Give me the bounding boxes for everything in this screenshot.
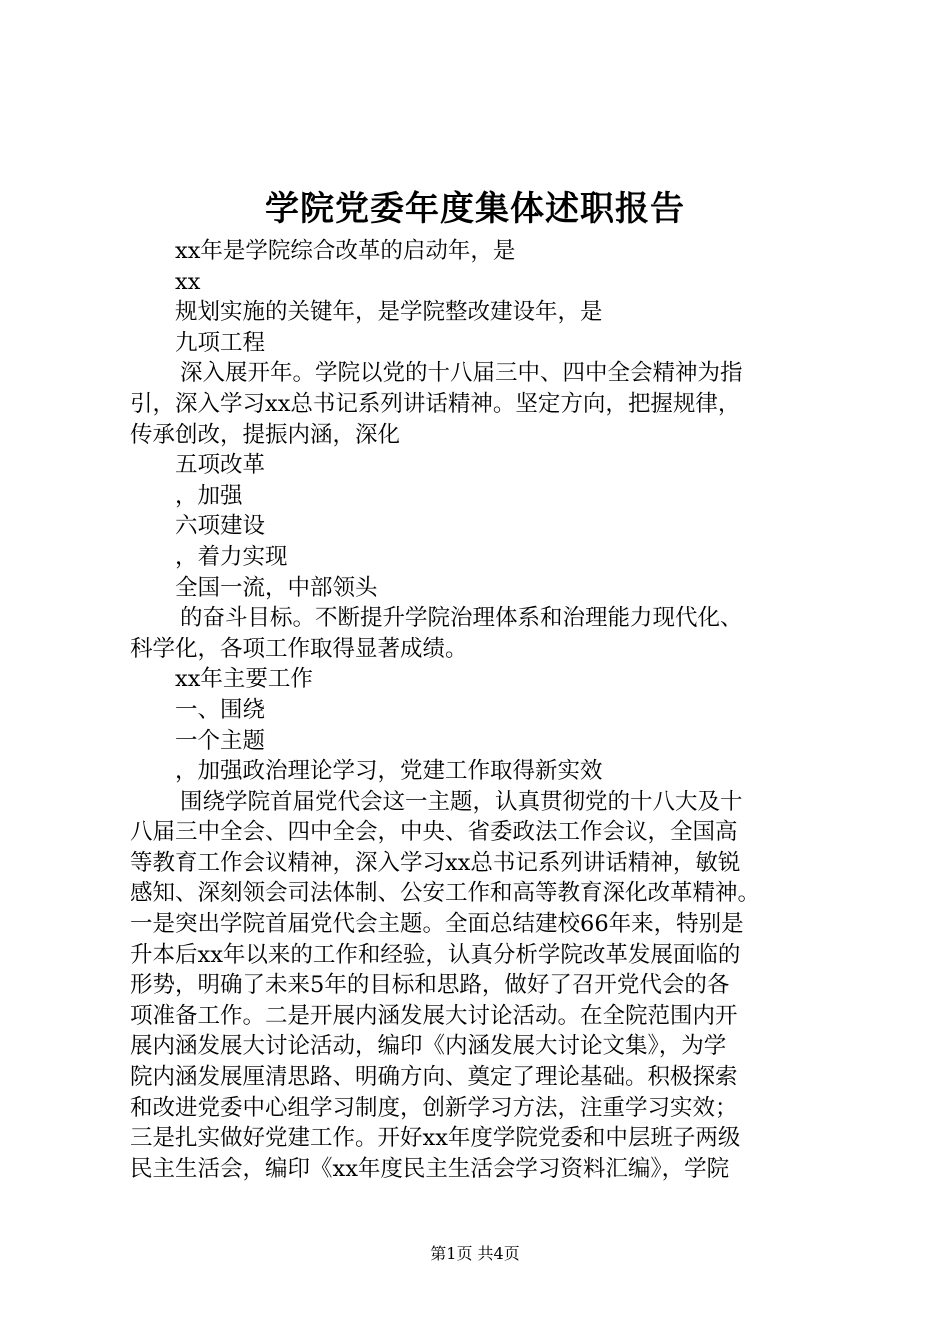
document-title: 学院党委年度集体述职报告 bbox=[265, 189, 685, 229]
body-line: xx年是学院综合改革的启动年，是 bbox=[175, 238, 516, 264]
body-line: 围绕学院首届党代会这一主题，认真贯彻党的十八大及十 bbox=[180, 788, 743, 815]
body-line: 八届三中全会、四中全会，中央、省委政法工作会议，全国高 bbox=[130, 819, 738, 846]
body-line: 九项工程 bbox=[175, 329, 266, 356]
document-body bbox=[130, 236, 840, 1184]
body-line: 展内涵发展大讨论活动，编印《内涵发展大讨论文集》，为学 bbox=[130, 1033, 727, 1060]
body-line: 一个主题 bbox=[175, 727, 266, 754]
body-line: 三是扎实做好党建工作。开好xx年度学院党委和中层班子两级 bbox=[130, 1125, 741, 1152]
body-line: 引，深入学习xx总书记系列讲话精神。坚定方向，把握规律， bbox=[130, 390, 741, 417]
body-line: 一是突出学院首届党代会主题。全面总结建校66年来，特别是 bbox=[130, 911, 744, 938]
body-line: 规划实施的关键年，是学院整改建设年，是 bbox=[175, 299, 603, 326]
body-line: 的奋斗目标。不断提升学院治理体系和治理能力现代化、 bbox=[180, 605, 743, 632]
body-line: 五项改革 bbox=[175, 452, 266, 479]
body-line: ，着力实现 bbox=[175, 543, 288, 570]
body-line: 深入展开年。学院以党的十八届三中、四中全会精神为指 bbox=[180, 360, 743, 387]
body-line: 一、围绕 bbox=[175, 696, 266, 723]
body-line: xx bbox=[175, 268, 201, 295]
body-line: 形势，明确了未来5年的目标和思路，做好了召开党代会的各 bbox=[130, 972, 730, 999]
body-line: ，加强 bbox=[175, 482, 243, 509]
body-line: ，加强政治理论学习，党建工作取得新实效 bbox=[175, 758, 603, 785]
body-line: 科学化，各项工作取得显著成绩。 bbox=[130, 635, 468, 662]
body-line: 升本后xx年以来的工作和经验，认真分析学院改革发展面临的 bbox=[130, 941, 741, 968]
body-line: 项准备工作。二是开展内涵发展大讨论活动。在全院范围内开 bbox=[130, 1002, 738, 1029]
body-line: 感知、深刻领会司法体制、公安工作和高等教育深化改革精神。 bbox=[130, 880, 761, 907]
body-line: 全国一流，中部领头 bbox=[175, 574, 378, 601]
body-line: 民主生活会，编印《xx年度民主生活会学习资料汇编》，学院 bbox=[130, 1155, 730, 1182]
body-line: 传承创改，提振内涵，深化 bbox=[130, 421, 401, 448]
body-line: 六项建设 bbox=[175, 513, 266, 540]
body-line: 等教育工作会议精神，深入学习xx总书记系列讲话精神，敏锐 bbox=[130, 849, 741, 876]
body-line: 和改进党委中心组学习制度，创新学习方法，注重学习实效； bbox=[130, 1094, 738, 1121]
body-line: 院内涵发展厘清思路、明确方向、奠定了理论基础。积极探索 bbox=[130, 1064, 738, 1091]
section-heading: xx年主要工作 bbox=[175, 666, 313, 693]
page-footer: 第1页 共4页 bbox=[430, 1244, 520, 1263]
